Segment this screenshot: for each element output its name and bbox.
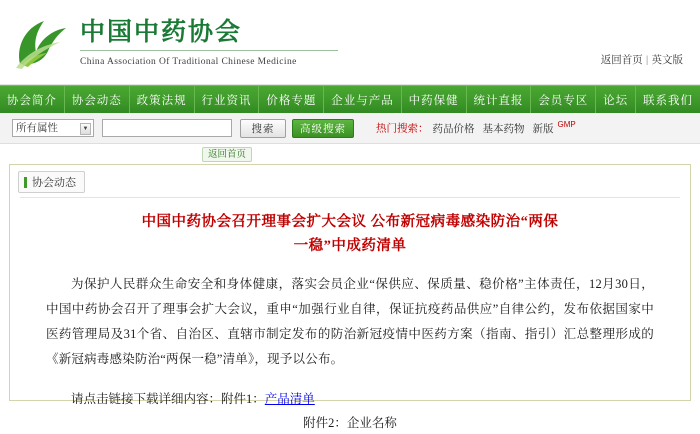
link-english[interactable]: 英文版	[651, 54, 683, 66]
logo-title-en: China Association Of Traditional Chinese Medicine	[80, 57, 297, 67]
chevron-down-icon: ▼	[80, 123, 91, 135]
article	[10, 198, 690, 434]
hot-search-item-new-version[interactable]: 新版	[532, 122, 554, 135]
main-navigation	[0, 85, 700, 113]
content-frame	[9, 164, 691, 430]
search-input[interactable]	[102, 119, 232, 137]
nav-item-about[interactable]: 协会简介	[0, 86, 65, 113]
article-body: 为保护人民群众生命安全和身体健康，落实会员企业“保供应、保质量、稳价格”主体责任，12月30日，中国中药协会召开了理事会扩大会议，重申“加强行业自律，保证抗疫药品供应”自律公约，发布依据国家中医药管理局及31个省、自治区、直辖市制定发布的防治新冠疫情中医药方案（指南、指引）汇总整理形成的《新冠病毒感染防治“两保一稳”清单》，现予以公布。	[46, 277, 654, 366]
nav-item-policy[interactable]: 政策法规	[130, 86, 195, 113]
advanced-search-button[interactable]: 高级搜索	[292, 119, 354, 138]
section-tab-news[interactable]	[18, 171, 85, 193]
top-link-separator: |	[645, 54, 649, 66]
nav-item-enterprise[interactable]: 企业与产品	[324, 86, 401, 113]
top-utility-links	[598, 52, 686, 67]
search-button[interactable]: 搜索	[240, 119, 286, 138]
search-bar	[0, 113, 700, 144]
section-tab-label: 协会动态	[32, 177, 76, 189]
logo-title-cn: 中国中药协会	[80, 19, 243, 46]
attachment-2-link[interactable]: 企业名称	[346, 416, 397, 430]
article-title-line-2: 一稳”中成药清单	[293, 238, 407, 254]
attachment-1-link[interactable]: 产品清单	[264, 392, 315, 406]
hot-search-badge-gmp: GMP	[557, 120, 576, 130]
attachment-list	[46, 412, 654, 434]
hot-search-block	[376, 120, 576, 136]
hot-search-label: 热门搜索：	[376, 122, 429, 135]
site-logo[interactable]	[14, 14, 338, 70]
attachment-lead-text	[46, 388, 654, 410]
hot-search-item-drug-price[interactable]: 药品价格	[432, 122, 475, 135]
nav-item-industry[interactable]: 行业资讯	[195, 86, 260, 113]
nav-item-price[interactable]: 价格专题	[259, 86, 324, 113]
nav-item-statistics[interactable]: 统计直报	[467, 86, 532, 113]
attachment-2-row	[303, 416, 397, 430]
link-home[interactable]: 返回首页	[600, 54, 643, 66]
attribute-select-value: 所有属性	[16, 122, 58, 134]
attribute-select[interactable]	[12, 119, 94, 137]
nav-item-forum[interactable]: 论坛	[596, 86, 636, 113]
tab-marker-icon	[24, 177, 27, 188]
article-title-line-1: 中国中药协会召开理事会扩大会议 公布新冠病毒感染防治“两保	[141, 214, 559, 230]
nav-item-contact[interactable]: 联系我们	[643, 94, 694, 107]
nav-item-members[interactable]: 会员专区	[531, 86, 596, 113]
breadcrumb	[0, 144, 700, 162]
nav-item-healthcare[interactable]: 中药保健	[402, 86, 467, 113]
attachment-2-prefix: 附件2：	[303, 416, 347, 430]
attachment-1-prefix: 附件1：	[221, 392, 265, 406]
attachment-lead-label: 请点击链接下载详细内容：	[71, 392, 222, 406]
site-header	[0, 0, 700, 85]
nav-item-news[interactable]: 协会动态	[65, 86, 130, 113]
association-leaf-logo-icon	[14, 14, 72, 70]
logo-rule	[80, 50, 338, 51]
hot-search-item-essential-drugs[interactable]: 基本药物	[482, 122, 525, 135]
logo-text-block	[80, 14, 338, 69]
back-to-home-button[interactable]: 返回首页	[202, 147, 252, 162]
